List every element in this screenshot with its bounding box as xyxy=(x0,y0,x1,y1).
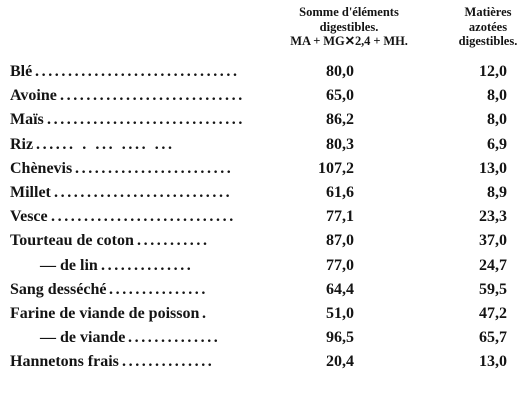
table-row xyxy=(0,350,528,374)
nitrogenous-value: 24,7 xyxy=(479,256,507,274)
column-header-line: Matières xyxy=(464,5,512,19)
nitrogenous-value: 6,9 xyxy=(487,135,507,153)
row-label: Hannetons frais xyxy=(10,353,119,371)
nitrogenous-value: 37,0 xyxy=(479,232,507,250)
table-row xyxy=(0,229,528,253)
column-header-line: digestibles. xyxy=(319,19,379,34)
row-label: Blé xyxy=(10,63,33,80)
nitrogenous-value: 13,0 xyxy=(479,353,507,371)
digestible-sum-value: 64,4 xyxy=(326,280,354,298)
nitrogenous-value: 13,0 xyxy=(479,159,507,177)
digestible-sum-value: 107,2 xyxy=(318,159,354,177)
column-header-nitrogenous-matter xyxy=(448,5,528,49)
table-row xyxy=(0,326,528,350)
table-row xyxy=(0,157,528,181)
column-header-formula: MA + MG✕2,4 + MH. xyxy=(290,34,408,48)
leader-dots: ........................ xyxy=(75,159,234,177)
digestible-sum-value: 77,1 xyxy=(326,208,354,226)
row-label: Maïs xyxy=(10,111,44,129)
table-row xyxy=(0,84,528,108)
table-row xyxy=(0,205,528,229)
row-label: Chènevis xyxy=(10,159,73,177)
column-header-line: azotées xyxy=(468,19,508,34)
digestible-sum-value: 51,0 xyxy=(326,304,354,322)
row-label: Avoine xyxy=(10,87,57,105)
row-label: — de viande xyxy=(40,329,126,347)
column-header-line: Somme d'éléments xyxy=(299,5,399,19)
nitrogenous-value: 47,2 xyxy=(479,304,507,322)
row-label: Millet xyxy=(10,183,51,201)
table-row xyxy=(0,181,528,205)
leader-dots: ............... xyxy=(109,280,208,298)
leader-dots: ...... . ... .... ... xyxy=(36,135,175,153)
table-row xyxy=(0,60,528,84)
row-label: Farine de viande de poisson xyxy=(10,304,200,322)
row-label: Vesce xyxy=(10,208,48,226)
leader-dots: ........... xyxy=(137,232,210,250)
digestible-sum-value: 77,0 xyxy=(326,256,354,274)
digestible-sum-value: 20,4 xyxy=(326,353,354,371)
column-header-digestible-sum xyxy=(262,5,436,49)
nitrogenous-value: 12,0 xyxy=(479,63,507,80)
digestible-sum-value: 61,6 xyxy=(326,183,354,201)
nitrogenous-value: 8,0 xyxy=(487,111,507,129)
digestible-sum-value: 96,5 xyxy=(326,329,354,347)
nitrogenous-value: 23,3 xyxy=(479,208,507,226)
table-row xyxy=(0,278,528,302)
row-label: — de lin xyxy=(40,256,98,274)
leader-dots: ............................ xyxy=(60,87,245,105)
leader-dots: .............. xyxy=(122,353,215,371)
row-label: Riz xyxy=(10,135,34,153)
digestible-sum-value: 80,0 xyxy=(326,63,354,80)
leader-dots: .............. xyxy=(128,329,221,347)
digestible-sum-value: 86,2 xyxy=(326,111,354,129)
row-label: Sang desséché xyxy=(10,280,107,298)
table-row xyxy=(0,133,528,157)
column-header-line: digestibles. xyxy=(458,34,518,48)
leader-dots: ............................... xyxy=(35,63,240,80)
table-row xyxy=(0,254,528,278)
table-body xyxy=(0,60,528,374)
leader-dots: ........................... xyxy=(54,183,233,201)
nitrogenous-value: 65,7 xyxy=(479,329,507,347)
row-label: Tourteau de coton xyxy=(10,232,134,250)
digestible-sum-value: 65,0 xyxy=(326,87,354,105)
nitrogenous-value: 8,0 xyxy=(487,87,507,105)
leader-dots: .............................. xyxy=(47,111,245,129)
nitrogenous-value: 59,5 xyxy=(479,280,507,298)
table-row xyxy=(0,302,528,326)
digestible-sum-value: 80,3 xyxy=(326,135,354,153)
leader-dots: .............. xyxy=(101,256,194,274)
digestible-sum-value: 87,0 xyxy=(326,232,354,250)
leader-dots: ............................ xyxy=(51,208,236,226)
leader-dots: . xyxy=(202,304,209,322)
table-row xyxy=(0,108,528,132)
nitrogenous-value: 8,9 xyxy=(487,183,507,201)
